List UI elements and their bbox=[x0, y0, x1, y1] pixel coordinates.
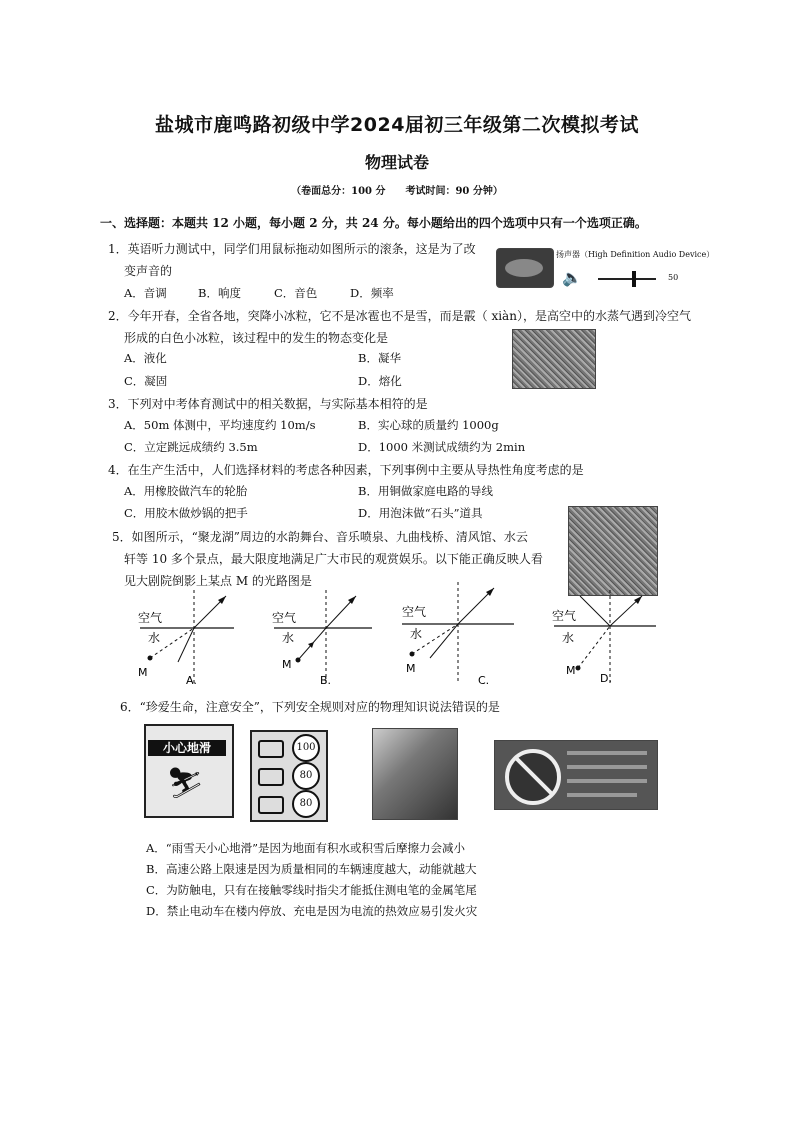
air-label-c: 空气 bbox=[402, 605, 427, 619]
section-heading: 一、选择题：本题共 12 小题，每小题 2 分，共 24 分。每小题给出的四个选项中只有一个选项正确。 bbox=[100, 216, 647, 230]
q4-option-c: C．用胶木做炒锅的把手 bbox=[124, 506, 248, 520]
q4-option-d: D．用泡沫做“石头”道具 bbox=[358, 506, 483, 520]
q2-option-a: A．液化 bbox=[124, 351, 167, 365]
q4-line1: 4．在生产生活中，人们选择材料的考虑各种因素，下列事例中主要从导热性角度考虑的是 bbox=[108, 463, 584, 477]
point-m-b: M bbox=[282, 658, 292, 671]
air-label-a: 空气 bbox=[138, 611, 163, 625]
q3-option-c: C．立定跳远成绩约 3.5m bbox=[124, 440, 258, 454]
q2-option-b: B．凝华 bbox=[358, 351, 401, 365]
air-label-d: 空气 bbox=[552, 609, 577, 623]
q1-option-b: B．响度 bbox=[198, 286, 241, 300]
volume-value: 50 bbox=[668, 273, 679, 282]
water-label-b: 水 bbox=[282, 631, 295, 645]
bus-icon bbox=[258, 768, 284, 786]
light-path-diagram-a bbox=[130, 588, 240, 688]
q4-option-b: B．用铜做家庭电路的导线 bbox=[358, 484, 493, 498]
q1-line2: 变声音的 bbox=[124, 264, 173, 278]
slippery-sign-text: 小心地滑 bbox=[148, 740, 226, 756]
q1-option-c: C．音色 bbox=[274, 286, 318, 300]
diagram-label-c: C. bbox=[478, 674, 490, 687]
q2-line1: 2．今年开春，全省各地，突降小冰粒，它不是冰雹也不是雪，而是霰（ xiàn），是高空中的水蒸气遇到冷空气 bbox=[108, 309, 691, 323]
speaker-photo bbox=[496, 248, 554, 288]
speed-limit-100: 100 bbox=[292, 734, 320, 762]
exam-meta: （卷面总分：100 分 考试时间：90 分钟） bbox=[291, 186, 503, 197]
q3-line1: 3．下列对中考体育测试中的相关数据，与实际基本相符的是 bbox=[108, 397, 428, 411]
diagram-label-a: A. bbox=[186, 674, 197, 687]
q3-option-a: A．50m 体测中，平均速度约 10m/s bbox=[124, 418, 316, 432]
exam-subtitle: 物理试卷 bbox=[364, 153, 429, 172]
light-path-diagram-c bbox=[398, 580, 518, 688]
q2-line2: 形成的白色小冰粒，该过程中的发生的物态变化是 bbox=[124, 331, 389, 345]
no-ebike-sign bbox=[494, 740, 658, 810]
volume-slider-thumb bbox=[632, 271, 636, 287]
test-pen-photo bbox=[372, 728, 458, 820]
exam-title: 盐城市鹿鸣路初级中学2024届初三年级第二次模拟考试 bbox=[155, 114, 639, 136]
q5-line1: 5．如图所示，“聚龙湖”周边的水韵舞台、音乐喷泉、九曲栈桥、清风馆、水云 bbox=[112, 530, 528, 544]
point-m-d: M bbox=[566, 664, 576, 677]
slippery-floor-sign bbox=[144, 724, 234, 818]
speaker-device-label: 扬声器（High Definition Audio Device） bbox=[556, 250, 715, 259]
q6-option-d: D．禁止电动车在楼内停放、充电是因为电流的热效应易引发火灾 bbox=[146, 904, 478, 918]
speed-limit-80-b: 80 bbox=[292, 790, 320, 818]
water-label-a: 水 bbox=[148, 631, 161, 645]
speaker-icon: 🔈 bbox=[562, 268, 582, 287]
water-label-c: 水 bbox=[410, 627, 423, 641]
speed-limit-sign bbox=[250, 730, 328, 822]
q6-option-c: C．为防触电，只有在接触零线时指尖才能抵住测电笔的金属笔尾 bbox=[146, 883, 477, 897]
volume-slider bbox=[598, 278, 656, 280]
speed-limit-80-a: 80 bbox=[292, 762, 320, 790]
car-icon bbox=[258, 740, 284, 758]
light-path-diagram-b bbox=[268, 588, 378, 688]
q6-option-b: B．高速公路上限速是因为质量相同的车辆速度越大，动能就越大 bbox=[146, 862, 477, 876]
lake-theater-photo bbox=[568, 506, 658, 596]
q4-option-a: A．用橡胶做汽车的轮胎 bbox=[124, 484, 248, 498]
point-m-c: M bbox=[406, 662, 416, 675]
q3-option-b: B．实心球的质量约 1000g bbox=[358, 418, 499, 432]
q5-line3: 见大剧院倒影上某点 M 的光路图是 bbox=[124, 574, 312, 588]
diagram-label-d: D. bbox=[600, 672, 612, 685]
q6-line1: 6．“珍爱生命，注意安全”，下列安全规则对应的物理知识说法错误的是 bbox=[120, 700, 500, 714]
q1-option-a: A．音调 bbox=[124, 286, 167, 300]
graupel-photo bbox=[512, 329, 596, 389]
q1-option-d: D．频率 bbox=[350, 286, 394, 300]
slipping-person-icon: ⛷ bbox=[166, 766, 205, 801]
air-label-b: 空气 bbox=[272, 611, 297, 625]
q6-option-a: A．“雨雪天小心地滑”是因为地面有积水或积雪后摩擦力会减小 bbox=[146, 841, 466, 855]
q2-option-c: C．凝固 bbox=[124, 374, 168, 388]
diagram-label-b: B. bbox=[320, 674, 332, 687]
no-ebike-icon bbox=[505, 749, 561, 805]
light-path-diagram-d bbox=[550, 588, 660, 688]
q1-line1: 1．英语听力测试中，同学们用鼠标拖动如图所示的滚条，这是为了改 bbox=[108, 242, 476, 256]
water-label-d: 水 bbox=[562, 631, 575, 645]
q3-option-d: D．1000 米测试成绩约为 2min bbox=[358, 440, 526, 454]
q5-line2: 轩等 10 多个景点，最大限度地满足广大市民的观赏娱乐。以下能正确反映人看 bbox=[124, 552, 543, 566]
truck-icon bbox=[258, 796, 284, 814]
point-m-a: M bbox=[138, 666, 148, 679]
q2-option-d: D．熔化 bbox=[358, 374, 402, 388]
